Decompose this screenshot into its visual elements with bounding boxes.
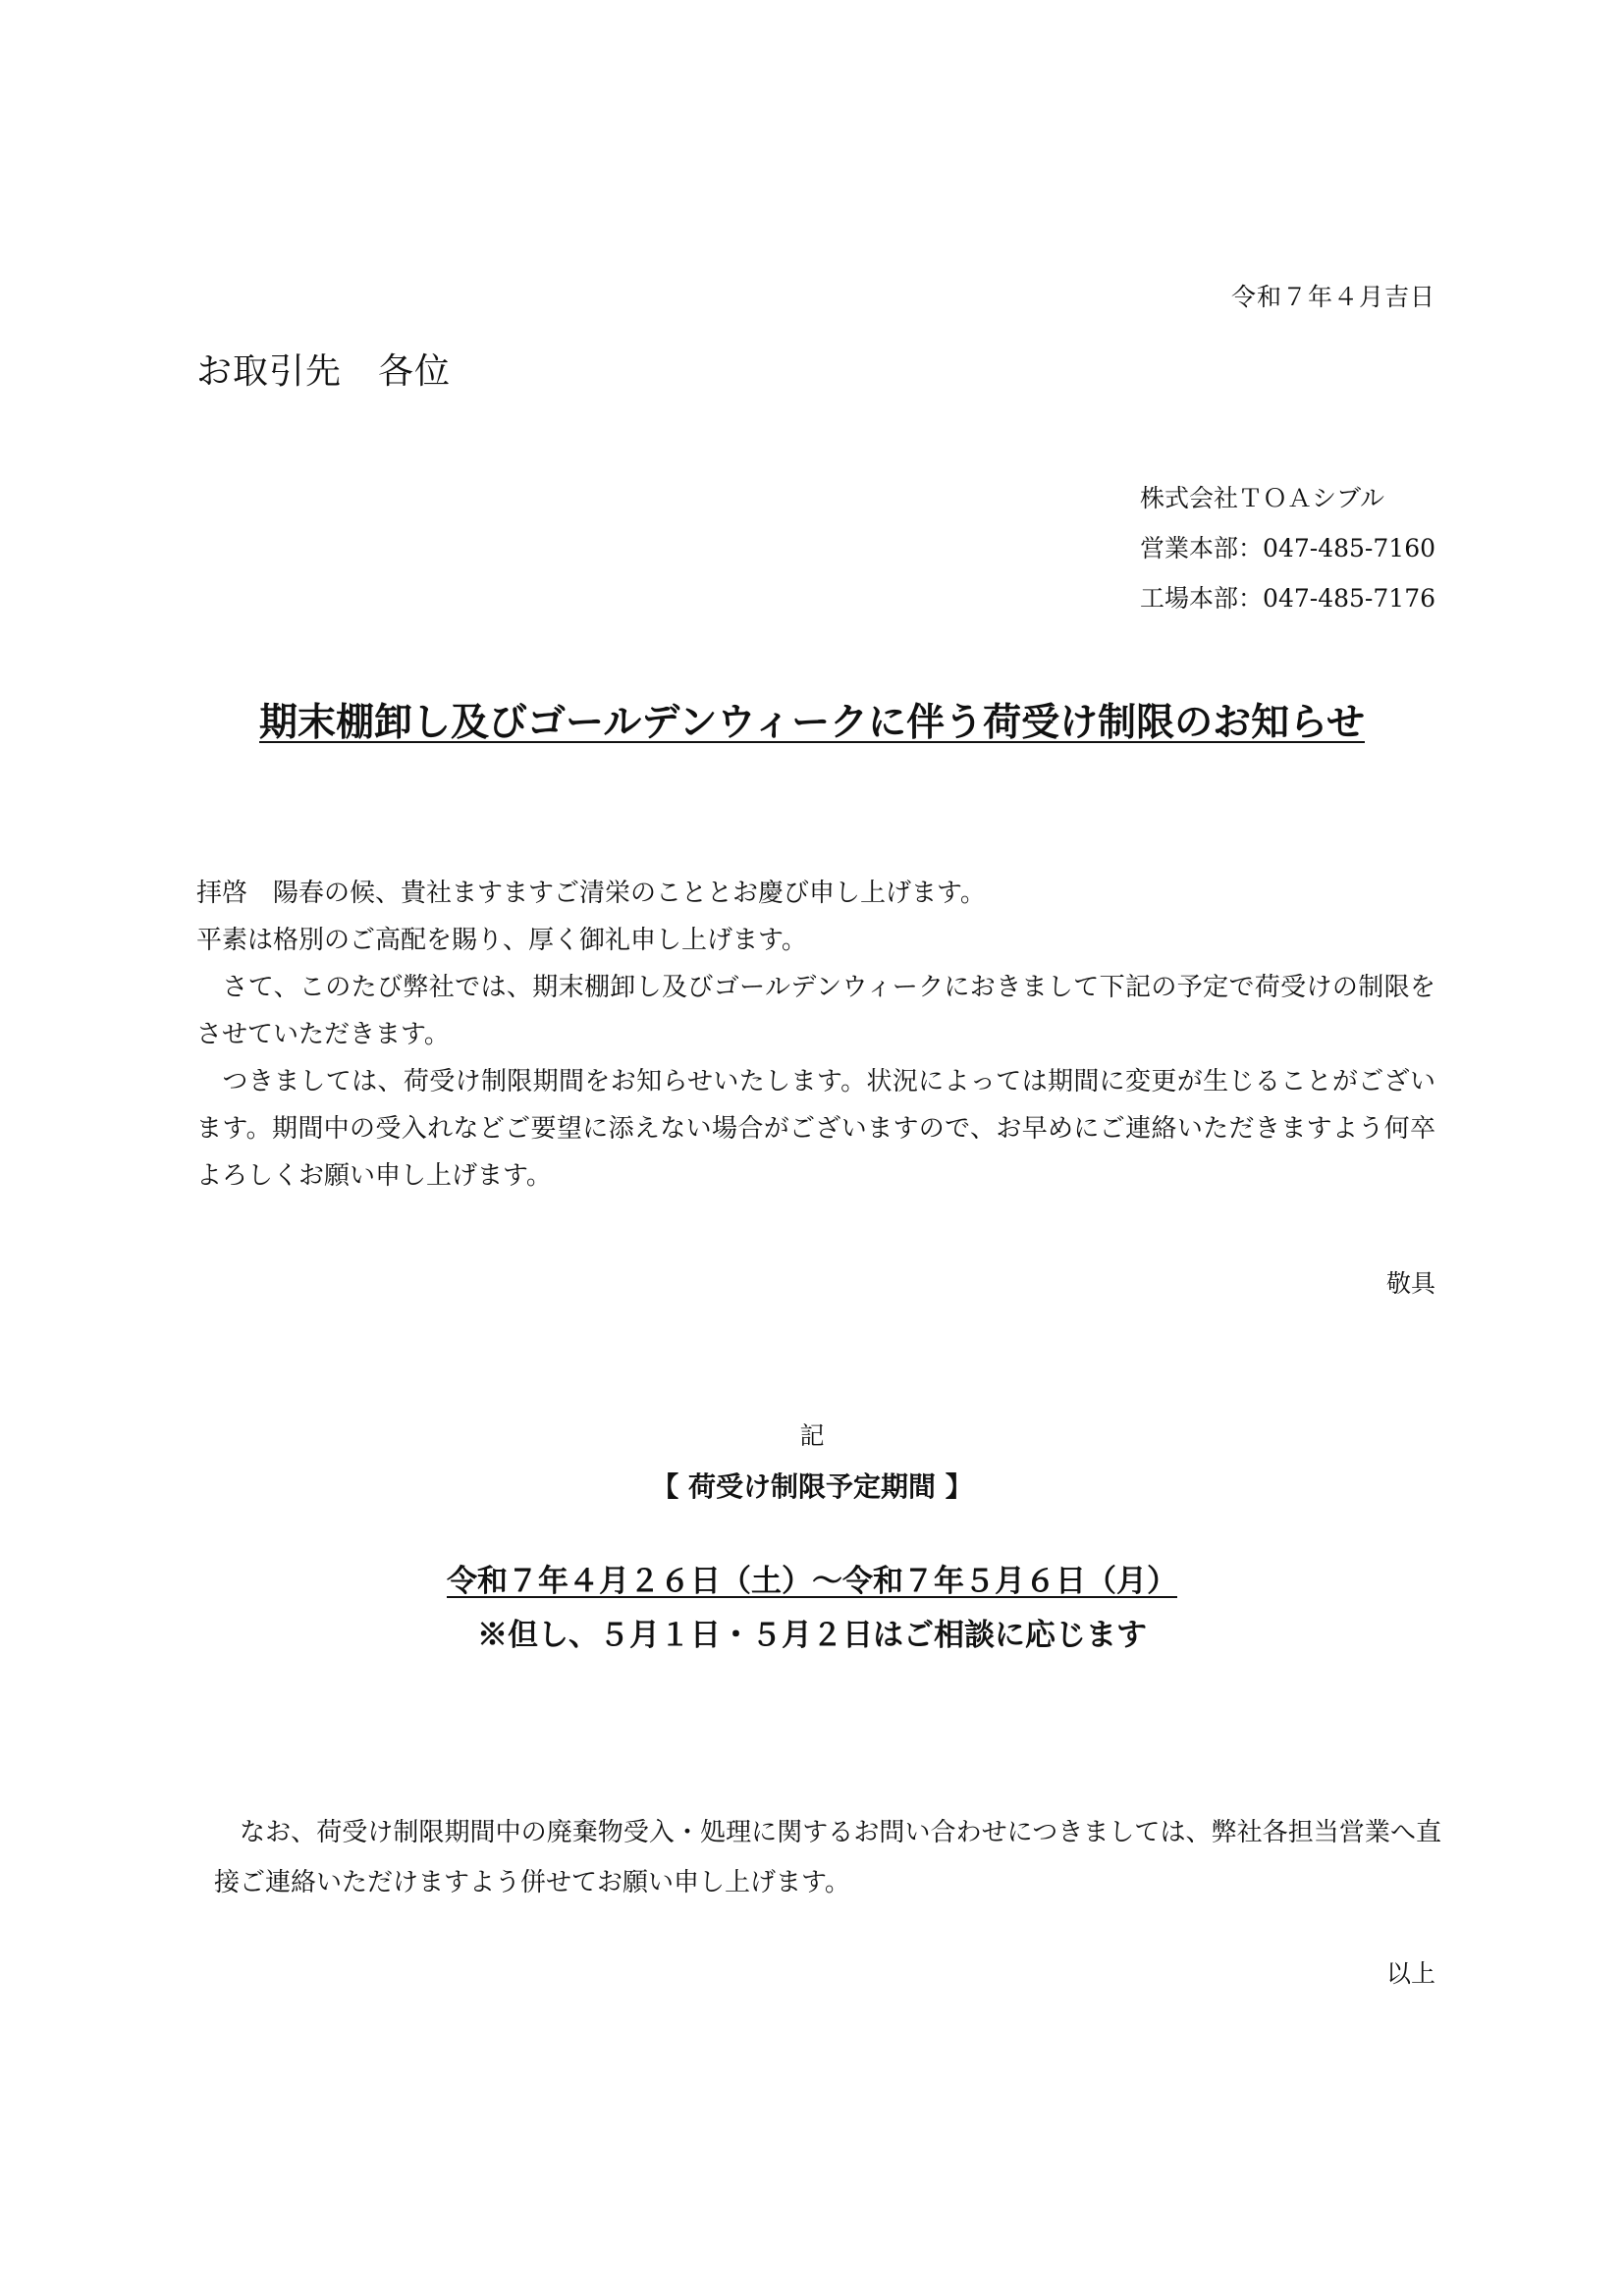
note-paragraph: なお、荷受け制限期間中の廃棄物受入・処理に関するお問い合わせにつきましては、弊社各担当営業へ直接ご連絡いただけますよう併せてお願い申し上げます。 xyxy=(214,1818,1441,1897)
body-paragraph: 平素は格別のご高配を賜り、厚く御礼申し上げます。 xyxy=(196,926,807,955)
closing-word: 敬具 xyxy=(1385,1269,1435,1298)
period-heading: 【 荷受け制限予定期間 】 xyxy=(651,1470,973,1503)
letter-date: 令和７年４月吉日 xyxy=(1230,283,1435,311)
letter-body xyxy=(196,870,1435,1200)
body-paragraph: 拝啓 陽春の候、貴社ますますご清栄のこととお慶び申し上げます。 xyxy=(196,879,986,908)
body-paragraph: つきましては、荷受け制限期間をお知らせいたします。状況によっては期間に変更が生じることがございます。期間中の受入れなどご要望に添えない場合がございますので、お早めにご連絡いただきますよう何卒よろしくお願い申し上げます。 xyxy=(196,1067,1435,1191)
inquiry-note xyxy=(214,1808,1441,1908)
ki-marker: 記 xyxy=(799,1421,825,1450)
sender-sales-phone: 営業本部：047-485-7160 xyxy=(1140,534,1435,562)
end-word: 以上 xyxy=(1385,1959,1435,1988)
body-paragraph: さて、このたび弊社では、期末棚卸し及びゴールデンウィークにおきまして下記の予定で荷受けの制限をさせていただきます。 xyxy=(196,973,1435,1049)
period-note: ※但し、５月１日・５月２日はご相談に応じます xyxy=(477,1618,1147,1653)
sender-factory-phone: 工場本部：047-485-7176 xyxy=(1140,584,1435,613)
letter-title: 期末棚卸し及びゴールデンウィークに伴う荷受け制限のお知らせ xyxy=(259,700,1365,745)
period-dates: 令和７年４月２６日（土）～令和７年５月６日（月） xyxy=(447,1564,1177,1599)
sender-company: 株式会社ＴＯＡシブル xyxy=(1140,484,1385,512)
addressee: お取引先 各位 xyxy=(196,351,452,392)
sender-block xyxy=(1140,473,1435,623)
